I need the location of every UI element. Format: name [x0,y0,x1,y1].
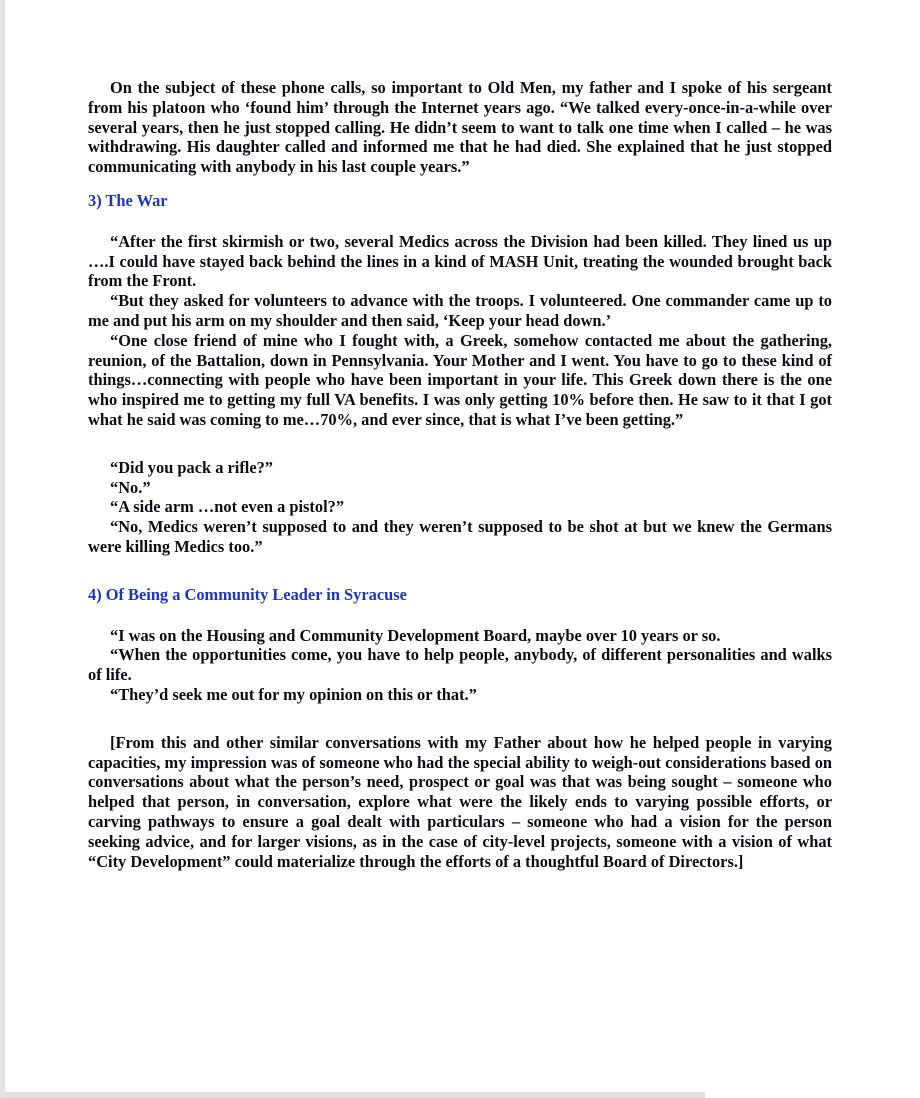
document-body [88,78,832,871]
para-bracket-reflection: [From this and other similar conversations with my Father about how he helped people in varying capacities, my impression was of someone who had the special ability to weigh-out considerations based on conversations about what the person’s need, prospect or goal was that was being sought – someone who helped that person, in conversation, explore what were the likely ends to varying possible efforts, or carving pathways to ensure a goal dealt with particulars – someone who had a vision for the person seeking advice, and for larger visions, as in the case of city-level projects, someone with a vision of what “City Development” could materialize through the efforts of a thoughtful Board of Directors.] [88,732,832,871]
dialogue-rifle: “Did you pack a rifle?” [110,457,274,477]
dialogue-sidearm: “A side arm …not even a pistol?” [110,497,345,517]
para-greek: “One close friend of mine who I fought with, a Greek, somehow contacted me about the gathering, reunion, of the Battalion, down in Pennsylvania. Your Mother and I went. You have to go to these kind of things…connecting with people who have been important in your life. This Greek down there is the one who inspired me to getting my full VA benefits. I was only getting 10% before then. He saw to it that I got what he said was coming to me…70%, and ever since, that is what I’ve been getting.” [88,330,832,429]
para-opportunities: “When the opportunities come, you have to help people, anybody, of different personalities and walks of life. [88,645,832,685]
para-volunteers: “But they asked for volunteers to advance with the troops. I volunteered. One commander came up to me and put his arm on my shoulder and then said, ‘Keep your head down.’ [88,291,832,330]
dialogue-no: “No.” [110,477,151,497]
intro-paragraph: On the subject of these phone calls, so important to Old Men, my father and I spoke of his sergeant from his platoon who ‘found him’ through the Internet years ago. “We talked every-once-in-a-while over several years, then he just stopped calling. He didn’t seem to want to talk one time when I called – he was withdrawing. His daughter called and informed me that he had died. She explained that he just stopped communicating with anybody in his last couple years.” [88,78,832,177]
para-skirmish: “After the first skirmish or two, several Medics across the Division had been killed. They lined us up ….I could have stayed back behind the lines in a kind of MASH Unit, treating the wounded brought back from the Front. [88,231,832,291]
para-housing-board: “I was on the Housing and Community Development Board, maybe over 10 years or so. [110,625,721,645]
heading-community-leader: 4) Of Being a Community Leader in Syracuse [88,584,407,604]
dialogue-medics: “No, Medics weren’t supposed to and they weren’t supposed to be shot at but we knew the Germans were killing Medics too.” [88,517,832,556]
document-page [5,0,920,1092]
para-seek-opinion: “They’d seek me out for my opinion on this or that.” [110,684,477,704]
heading-the-war: 3) The War [88,190,168,210]
viewer-background-bottom-edge [5,1092,705,1098]
